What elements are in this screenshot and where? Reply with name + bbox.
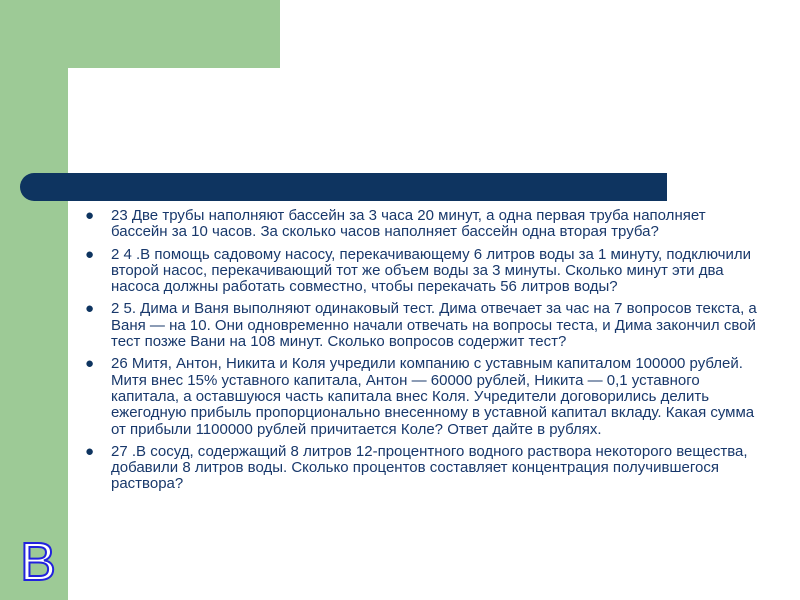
bullet-icon: ● <box>85 245 95 263</box>
problem-list <box>85 208 765 499</box>
list-item <box>85 247 765 296</box>
title-bar <box>20 173 667 201</box>
problem-text: 2 5. Дима и Ваня выполняют одинаковый тест. Дима отвечает за час на 7 вопросов текста, а Ваня — на 10. Они одновременно начали отвечать на вопросы теста, и Дима закончил свой тест позже Вани на 108 минут. Сколько вопросов содержит тест? <box>111 300 757 351</box>
bullet-icon: ● <box>85 207 95 224</box>
list-item <box>85 208 765 241</box>
bullet-icon: ● <box>85 300 95 318</box>
bullet-icon: ● <box>85 442 95 460</box>
list-item <box>85 301 765 350</box>
list-item <box>85 444 765 493</box>
problem-text: 23 Две трубы наполняют бассейн за 3 часа 20 минут, а одна первая труба наполняет бассейн за 10 часов. За сколько часов наполняет бассейн одна вторая труба? <box>111 207 706 241</box>
problem-text: 26 Митя, Антон, Никита и Коля учредили компанию с уставным капиталом 100000 рублей. Митя внес 15% уставного капитала, Антон — 60000 рублей, Никита — 0,1 уставного капитала, а оставшуюся часть капитала внес Коля. Учредители договорились делить ежегодную прибыль пропорционально внесенному в уставной капитал вкладу. Какая сумма от прибыли 1100000 рублей причитается Коле? Ответ дайте в рублях. <box>111 355 755 438</box>
problem-text: 2 4 .В помощь садовому насосу, перекачивающему 6 литров воды за 1 минуту, подключили второй насос, перекачивающий тот же объем воды за 3 минуты. Сколько минут эти два насоса должны работать совместно, чтобы перекачать 56 литров воды? <box>111 245 752 296</box>
problem-text: 27 .В сосуд, содержащий 8 литров 12-процентного водного раствора некоторого вещества, добавили 8 литров воды. Сколько процентов составляет концентрация получившегося раствора? <box>111 442 748 493</box>
green-background-left <box>0 0 68 600</box>
corner-letter: В <box>20 532 57 592</box>
bullet-icon: ● <box>85 355 95 373</box>
list-item <box>85 356 765 437</box>
